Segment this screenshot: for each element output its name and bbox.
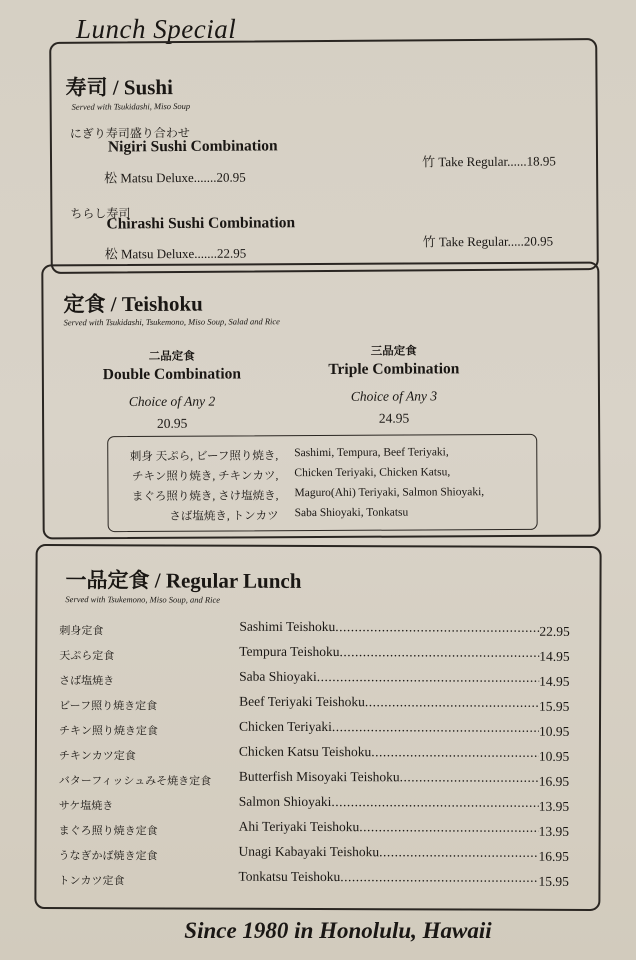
item-name: Sashimi Teishoku ..... xyxy=(239,619,539,636)
item-jp: 刺身定食 xyxy=(59,625,104,638)
item-name: Chicken Katsu Teishoku ..... xyxy=(239,744,539,761)
list-item xyxy=(59,818,579,844)
list-item xyxy=(59,668,579,694)
item-name: Saba Shioyaki ..... xyxy=(239,669,539,686)
item-name: Salmon Shioyaki ..... xyxy=(239,794,539,811)
regular-lunch-heading: 一品定食 / Regular Lunch xyxy=(65,568,302,593)
list-item xyxy=(59,843,579,869)
choice-en: Chicken Teriyaki, Chicken Katsu, xyxy=(294,466,451,480)
list-item xyxy=(58,868,578,894)
item-price: 16.95 xyxy=(538,773,570,789)
chirashi-take-price: 竹 Take Regular.....20.95 xyxy=(422,233,554,250)
item-price: 15.95 xyxy=(538,873,569,889)
choice-jp: さば塩焼き, トンカツ xyxy=(169,510,279,523)
item-name: Butterfish Misoyaki Teishoku ..... xyxy=(239,769,539,786)
item-jp: ビーフ照り焼き定食 xyxy=(59,700,158,713)
page-title: Lunch Special xyxy=(76,14,237,44)
teishoku-section xyxy=(41,262,600,540)
sushi-section xyxy=(49,38,599,274)
choice-jp: まぐろ照り焼き, さけ塩焼き, xyxy=(131,490,279,503)
triple-combination-jp: 三品定食 xyxy=(370,345,417,358)
list-item xyxy=(59,643,579,669)
nigiri-take-price: 竹 Take Regular......18.95 xyxy=(421,153,556,170)
item-name: Tempura Teishoku ..... xyxy=(239,644,539,661)
item-price: 10.95 xyxy=(538,723,570,739)
double-combination-choice: Choice of Any 2 xyxy=(128,393,216,410)
item-name: Unagi Kabayaki Teishoku ..... xyxy=(239,844,539,861)
list-item xyxy=(59,743,579,769)
double-combination-price: 20.95 xyxy=(156,415,188,431)
regular-lunch-subtitle: Served with Tsukemono, Miso Soup, and Rice xyxy=(65,594,221,605)
list-item xyxy=(59,718,579,744)
item-name: Beef Teriyaki Teishoku ..... xyxy=(239,694,539,711)
item-price: 15.95 xyxy=(539,698,570,714)
chirashi-matsu-price: 松 Matsu Deluxe.......22.95 xyxy=(104,245,247,262)
regular-lunch-section xyxy=(34,544,601,911)
chirashi-title: Chirashi Sushi Combination xyxy=(106,214,296,233)
nigiri-matsu-price: 松 Matsu Deluxe.......20.95 xyxy=(104,169,246,186)
list-item xyxy=(59,618,579,644)
item-price: 13.95 xyxy=(538,823,570,839)
triple-combination-title: Triple Combination xyxy=(328,360,460,378)
item-jp: サケ塩焼き xyxy=(58,800,114,813)
item-jp: 天ぷら定食 xyxy=(59,650,115,663)
choice-en: Maguro(Ahi) Teriyaki, Salmon Shioyaki, xyxy=(294,486,485,500)
item-price: 14.95 xyxy=(539,648,570,664)
item-jp: まぐろ照り焼き定食 xyxy=(58,825,158,838)
footer-tagline: Since 1980 in Honolulu, Hawaii xyxy=(184,918,492,943)
item-jp: トンカツ定食 xyxy=(58,875,125,888)
choice-en: Sashimi, Tempura, Beef Teriyaki, xyxy=(294,446,449,460)
choice-en: Saba Shioyaki, Tonkatsu xyxy=(294,506,409,520)
sushi-subtitle: Served with Tsukidashi, Miso Soup xyxy=(71,100,191,112)
item-jp: チキン照り焼き定食 xyxy=(58,725,158,738)
item-price: 22.95 xyxy=(539,623,570,639)
item-jp: さば塩焼き xyxy=(59,675,115,688)
triple-combination-choice: Choice of Any 3 xyxy=(350,388,438,404)
double-combination xyxy=(92,347,252,432)
item-name: Tonkatsu Teishoku ..... xyxy=(238,869,538,886)
item-price: 13.95 xyxy=(538,798,570,814)
chirashi-jp: ちらし寿司 xyxy=(70,206,131,221)
item-jp: チキンカツ定食 xyxy=(58,750,136,763)
item-jp: バターフィッシュみそ焼き定食 xyxy=(58,775,212,788)
triple-combination-price: 24.95 xyxy=(378,410,410,426)
item-name: Ahi Teriyaki Teishoku ..... xyxy=(239,819,539,836)
nigiri-title: Nigiri Sushi Combination xyxy=(107,137,278,156)
double-combination-jp: 二品定食 xyxy=(148,350,195,363)
choice-jp: 刺身 天ぷら, ビーフ照り焼き, xyxy=(129,450,279,464)
item-price: 16.95 xyxy=(538,848,569,864)
triple-combination xyxy=(314,342,474,427)
item-price: 14.95 xyxy=(539,673,570,689)
choices-box xyxy=(107,434,537,532)
choice-jp: チキン照り焼き, チキンカツ, xyxy=(131,470,279,483)
teishoku-heading: 定食 / Teishoku xyxy=(63,291,203,317)
nigiri-jp: にぎり寿司盛り合わせ xyxy=(69,125,190,141)
list-item xyxy=(59,768,579,794)
list-item xyxy=(59,793,579,819)
item-jp: うなぎかば焼き定食 xyxy=(58,850,158,863)
sushi-heading: 寿司 / Sushi xyxy=(65,75,173,100)
double-combination-title: Double Combination xyxy=(102,365,242,384)
item-price: 10.95 xyxy=(538,748,570,764)
list-item xyxy=(59,693,579,719)
teishoku-subtitle: Served with Tsukidashi, Tsukemono, Miso Soup, Salad and Rice xyxy=(63,316,280,328)
item-name: Chicken Teriyaki ..... xyxy=(239,719,539,736)
